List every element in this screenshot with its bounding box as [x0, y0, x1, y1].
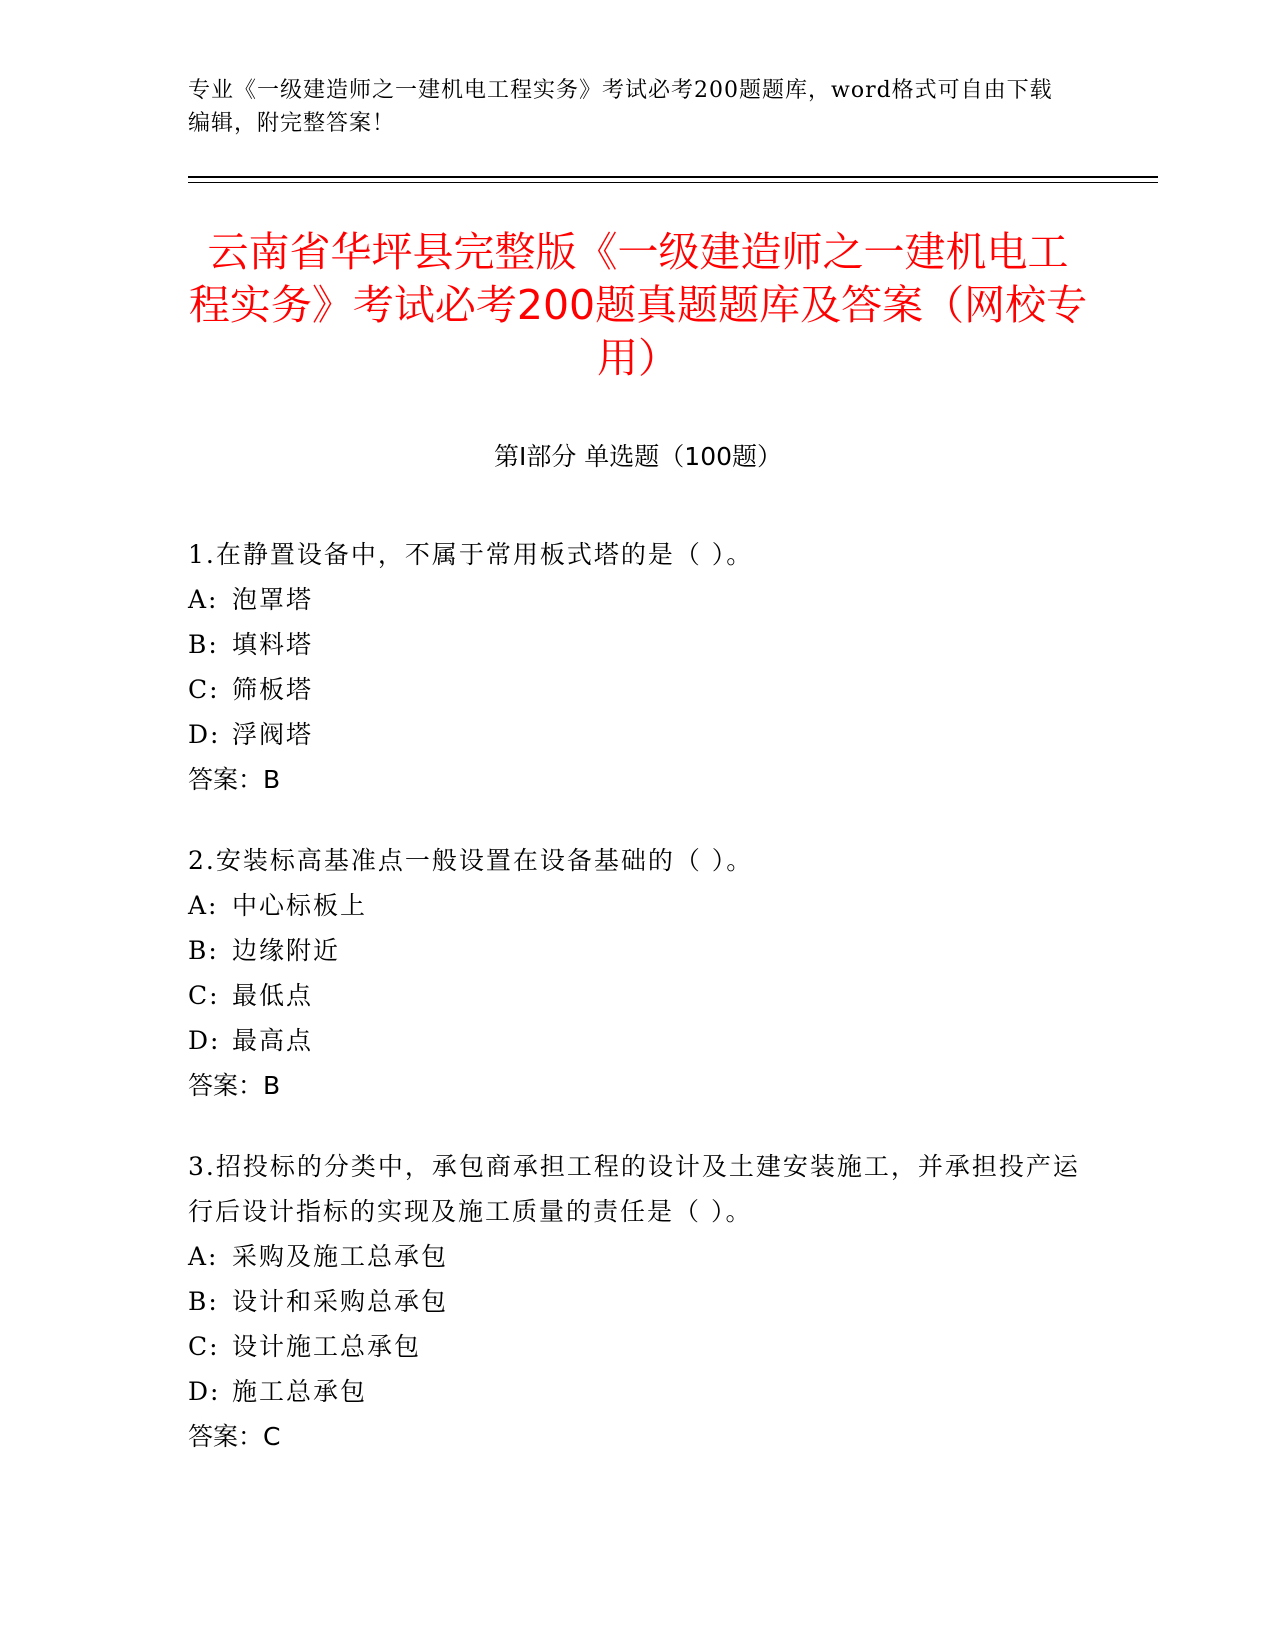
option-key: A: [188, 891, 219, 920]
question-stem: 1.在静置设备中，不属于常用板式塔的是（ ）。 [188, 540, 754, 569]
option-d [188, 712, 1088, 757]
answer: 答案：C [188, 1422, 281, 1451]
question-stem: 3.招投标的分类中，承包商承担工程的设计及土建安装施工，并承担投产运行后设计指标的实现及施工质量的责任是（ ）。 [188, 1152, 1080, 1226]
option-text: 设计施工总承包 [232, 1332, 422, 1361]
option-text: 填料塔 [232, 630, 314, 659]
question-2 [188, 838, 1088, 1108]
question-3 [188, 1144, 1088, 1459]
header-rule-thin [188, 182, 1158, 183]
option-key: B: [188, 630, 219, 659]
option-key: D: [188, 1026, 221, 1055]
option-text: 浮阀塔 [232, 720, 314, 749]
option-d [188, 1018, 1088, 1063]
option-a [188, 1234, 1088, 1279]
option-b [188, 928, 1088, 973]
option-key: B: [188, 936, 219, 965]
option-text: 采购及施工总承包 [232, 1242, 449, 1271]
section-heading: 第I部分 单选题（100题） [493, 442, 783, 471]
option-b [188, 622, 1088, 667]
question-stem: 2.安装标高基准点一般设置在设备基础的（ ）。 [188, 846, 754, 875]
question-list [188, 532, 1088, 1495]
option-text: 最高点 [232, 1026, 314, 1055]
option-a [188, 883, 1088, 928]
question-1 [188, 532, 1088, 802]
option-c [188, 1324, 1088, 1369]
document-title: 云南省华坪县完整版《一级建造师之一建机电工程实务》考试必考200题真题题库及答案（网校专用） [188, 228, 1088, 382]
option-text: 设计和采购总承包 [232, 1287, 449, 1316]
option-key: D: [188, 1377, 221, 1406]
option-key: A: [188, 1242, 219, 1271]
option-text: 最低点 [232, 981, 314, 1010]
option-key: C: [188, 1332, 220, 1361]
option-text: 泡罩塔 [232, 585, 314, 614]
header-rule-thick [188, 176, 1158, 178]
option-key: A: [188, 585, 219, 614]
option-key: C: [188, 675, 220, 704]
option-text: 施工总承包 [232, 1377, 368, 1406]
option-c [188, 667, 1088, 712]
option-text: 筛板塔 [232, 675, 314, 704]
option-a [188, 577, 1088, 622]
option-text: 边缘附近 [232, 936, 341, 965]
option-text: 中心标板上 [232, 891, 368, 920]
option-key: D: [188, 720, 221, 749]
option-key: B: [188, 1287, 219, 1316]
option-key: C: [188, 981, 220, 1010]
option-d [188, 1369, 1088, 1414]
header-note: 专业《一级建造师之一建机电工程实务》考试必考200题题库，word格式可自由下载编辑，附完整答案！ [188, 78, 1053, 136]
option-c [188, 973, 1088, 1018]
answer: 答案：B [188, 765, 281, 794]
option-b [188, 1279, 1088, 1324]
answer: 答案：B [188, 1071, 281, 1100]
